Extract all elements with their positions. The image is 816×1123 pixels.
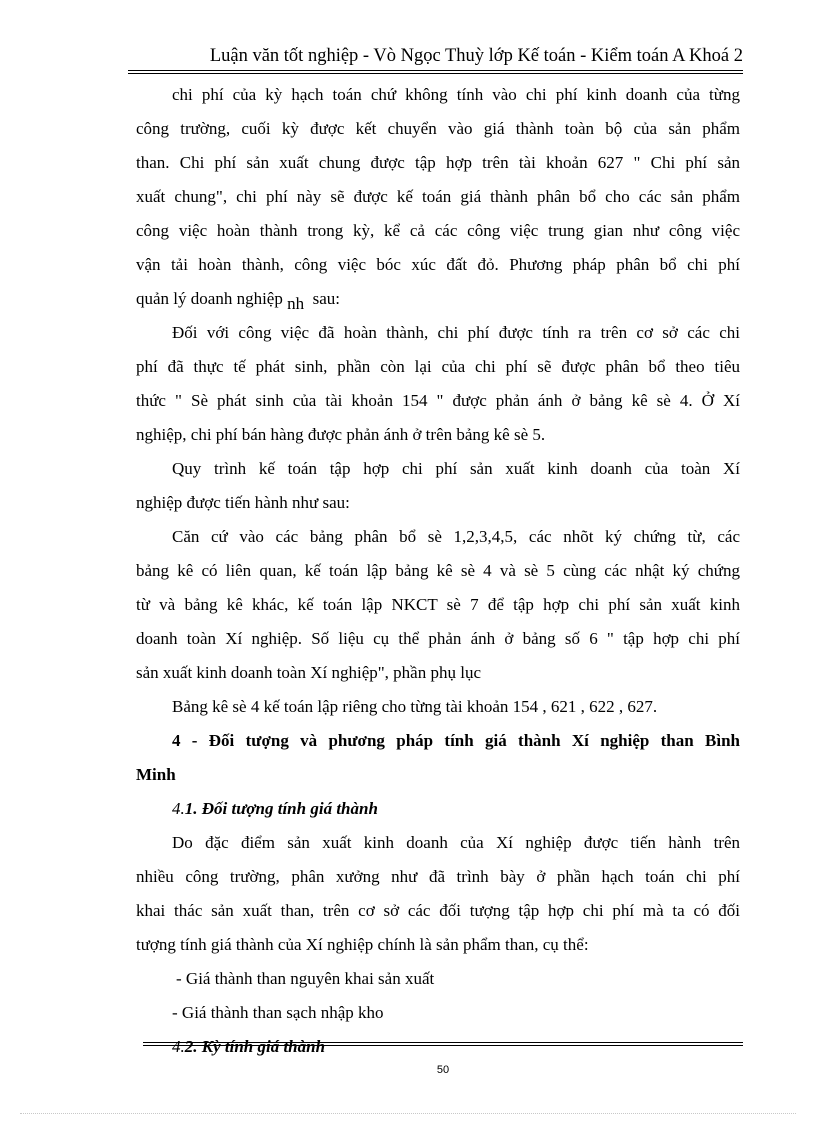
text-line: khai thác sản xuất than, trên cơ sở các đối tượng tập hợp chi phí mà ta có đối xyxy=(136,901,740,920)
page-number: 50 xyxy=(436,1064,450,1076)
text-line: phí đã thực tế phát sinh, phần còn lại của chi phí sẽ được phân bổ theo tiêu xyxy=(136,357,740,376)
subsection-title: 1. Đối tượng tính giá thành xyxy=(184,799,378,818)
text-line: Đối với công việc đã hoàn thành, chi phí được tính ra trên cơ sở các chi xyxy=(172,323,740,342)
page-boundary xyxy=(20,1113,796,1114)
text-line: bảng kê có liên quan, kế toán lập bảng kê sè 4 và sè 5 cùng các nhật ký chứng xyxy=(136,561,740,580)
text-line: công việc hoàn thành trong kỳ, kể cả các công việc trung gian như công việc xyxy=(136,221,740,240)
text-line xyxy=(136,282,740,316)
text-line: công trường, cuối kỳ được kết chuyển vào giá thành toàn bộ của sản phẩm xyxy=(136,119,740,138)
list-item: - Giá thành than nguyên khai sản xuất xyxy=(176,969,435,988)
text-line: Do đặc điểm sản xuất kinh doanh của Xí nghiệp được tiến hành trên xyxy=(172,833,740,852)
text-line: chi phí của kỳ hạch toán chứ không tính vào chi phí kinh doanh của từng xyxy=(172,85,740,104)
text-line: từ và bảng kê khác, kế toán lập NKCT sè 7 để tập hợp chi phí sản xuất kinh xyxy=(136,595,740,614)
subsection-number: 4. xyxy=(172,799,185,818)
text-line: Bảng kê sè 4 kế toán lập riêng cho từng tài khoản 154 , 621 , 622 , 627. xyxy=(172,697,658,716)
text-line: vận tải hoàn thành, công việc bóc xúc đất đỏ. Phương pháp phân bổ chi phí xyxy=(136,255,740,274)
text-line: doanh toàn Xí nghiệp. Số liệu cụ thể phản ánh ở bảng số 6 " tập hợp chi phí xyxy=(136,629,740,648)
header-rule-top xyxy=(128,70,743,71)
header-rule-bottom xyxy=(128,73,743,74)
text-line: thức " Sè phát sinh của tài khoản 154 " được phản ánh ở bảng kê sè 4. Ở Xí xyxy=(136,391,740,410)
text-fragment: sau: xyxy=(312,289,340,308)
section-heading: Minh xyxy=(136,765,176,784)
footer-rule-top xyxy=(143,1042,743,1043)
text-fragment: quản lý doanh nghiệp xyxy=(136,289,283,308)
text-fragment-nh: nh xyxy=(287,294,305,313)
subsection-title: 2. Kỳ tính giá thành xyxy=(184,1037,326,1056)
text-line: xuất chung", chi phí này sẽ được kế toán giá thành phân bổ cho các sản phẩm xyxy=(136,187,740,206)
text-line: tượng tính giá thành của Xí nghiệp chính là sản phẩm than, cụ thể: xyxy=(136,935,589,954)
text-line: Quy trình kế toán tập hợp chi phí sản xuất kinh doanh của toàn Xí xyxy=(172,459,740,478)
text-line: nhiều công trường, phân xưởng như đã trình bày ở phần hạch toán chi phí xyxy=(136,867,740,886)
text-line: nghiệp được tiến hành như sau: xyxy=(136,493,350,512)
list-item: - Giá thành than sạch nhập kho xyxy=(172,1003,384,1022)
subsection-heading xyxy=(136,792,740,826)
subsection-number: 4. xyxy=(172,1037,185,1056)
footer-rule-bottom xyxy=(143,1045,743,1046)
text-line: Căn cứ vào các bảng phân bổ sè 1,2,3,4,5, các nhõt ký chứng từ, các xyxy=(172,527,740,546)
text-line: nghiệp, chi phí bán hàng được phản ánh ở trên bảng kê sè 5. xyxy=(136,425,546,444)
text-line: sản xuất kinh doanh toàn Xí nghiệp", phần phụ lục xyxy=(136,663,481,682)
running-header: Luận văn tốt nghiệp - Vò Ngọc Thuỳ lớp Kế toán - Kiểm toán A Khoá 2 xyxy=(209,46,743,66)
text-line: than. Chi phí sản xuất chung được tập hợp trên tài khoản 627 " Chi phí sản xyxy=(136,153,740,172)
subsection-heading xyxy=(136,1030,740,1064)
section-heading: 4 - Đối tượng và phương pháp tính giá thành Xí nghiệp than Bình xyxy=(172,731,740,750)
